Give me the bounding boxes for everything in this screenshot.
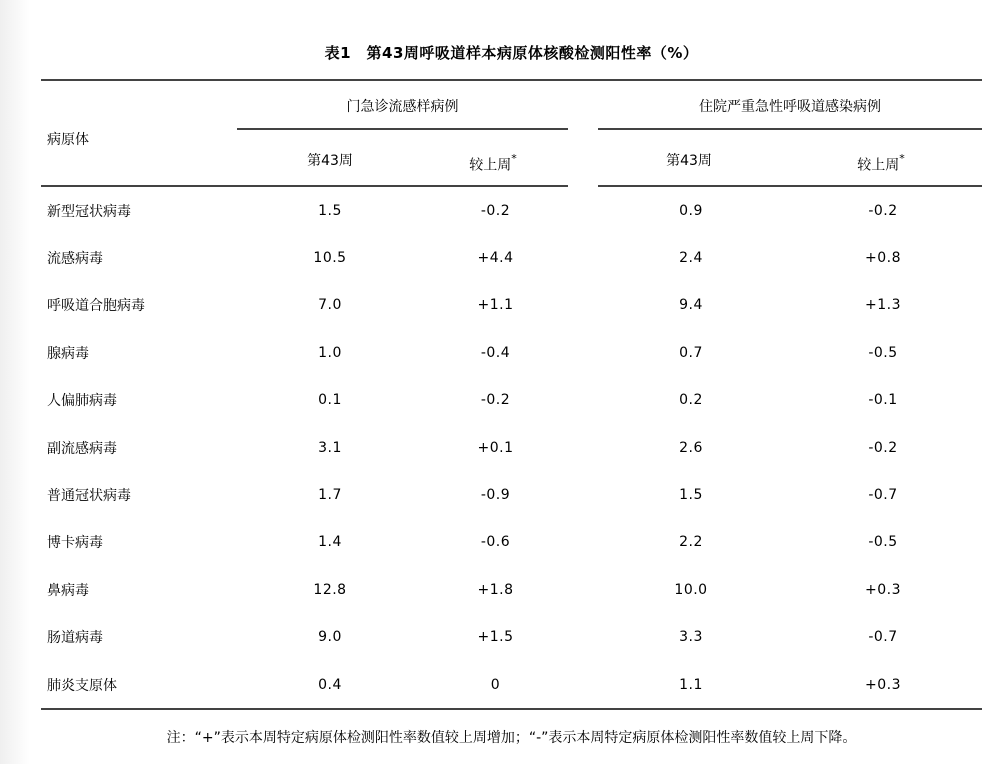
ili-week43-value: 0.1 <box>318 392 342 409</box>
pathogen-name: 博卡病毒 <box>47 535 103 552</box>
group-underline-sari <box>598 128 982 130</box>
ili-week43-value: 9.0 <box>318 629 342 646</box>
sari-change-value: -0.2 <box>868 439 898 456</box>
table-row <box>41 377 982 424</box>
ili-change-value: +1.8 <box>477 581 514 598</box>
ili-change-value: -0.2 <box>480 392 511 409</box>
pathogen-name: 呼吸道合胞病毒 <box>47 298 145 315</box>
pathogen-name: 鼻病毒 <box>47 582 89 599</box>
ili-change-value: +1.5 <box>477 629 514 646</box>
column-header-label: 较上周 <box>857 157 900 174</box>
ili-week43-value: 10.5 <box>313 250 347 267</box>
table-title: 表1 第43周呼吸道样本病原体核酸检测阳性率（%） <box>324 44 699 62</box>
group-header-sari-cases: 住院严重急性呼吸道感染病例 <box>699 99 881 115</box>
table-row <box>41 566 982 613</box>
sari-week43-value: 9.4 <box>679 297 703 314</box>
ili-week43-value: 3.1 <box>318 439 342 456</box>
ili-week43-value: 1.4 <box>318 534 342 551</box>
table-row <box>41 614 982 661</box>
sari-week43-value: 2.2 <box>679 534 703 551</box>
column-header-ili-vs-lastweek <box>469 153 517 174</box>
column-header-label: 较上周 <box>469 157 512 174</box>
table-row <box>41 187 982 234</box>
sari-change-value: +0.8 <box>865 250 901 267</box>
sari-week43-value: 1.1 <box>679 676 703 693</box>
table-bottom-rule <box>41 708 982 710</box>
ili-week43-value: 12.8 <box>313 581 347 598</box>
pathogen-name: 人偏肺病毒 <box>47 393 117 410</box>
sari-week43-value: 2.4 <box>679 250 703 267</box>
ili-change-value: -0.9 <box>480 487 511 504</box>
table-row <box>41 661 982 708</box>
sari-change-value: -0.2 <box>868 202 898 219</box>
footnote-asterisk: * <box>899 152 905 165</box>
sari-week43-value: 1.5 <box>679 487 703 504</box>
pathogen-name: 新型冠状病毒 <box>47 203 131 220</box>
pathogen-name: 腺病毒 <box>47 345 89 362</box>
pathogen-name: 流感病毒 <box>47 251 103 268</box>
ili-change-value: +1.1 <box>477 297 514 314</box>
group-underline-ili <box>237 128 568 130</box>
sari-week43-value: 3.3 <box>679 629 703 646</box>
table-row <box>41 519 982 566</box>
sari-change-value: +0.3 <box>865 676 901 693</box>
group-header-ili-cases: 门急诊流感样病例 <box>346 99 459 115</box>
ili-week43-value: 1.0 <box>318 344 342 361</box>
sari-week43-value: 0.9 <box>679 202 703 219</box>
table-row <box>41 234 982 281</box>
footnote: 注：“+”表示本周特定病原体检测阳性率数值较上周增加；“-”表示本周特定病原体检测阳性率数值较上周下降。 <box>166 730 857 746</box>
sari-week43-value: 10.0 <box>674 581 708 598</box>
header-bottom-rule <box>41 185 982 187</box>
ili-change-value: -0.2 <box>480 202 511 219</box>
positivity-rate-table <box>41 79 982 710</box>
ili-week43-value: 0.4 <box>318 676 342 693</box>
ili-change-value: 0 <box>490 676 501 693</box>
ili-week43-value: 1.7 <box>318 487 342 504</box>
column-header-pathogen: 病原体 <box>47 132 89 148</box>
sari-change-value: +0.3 <box>865 581 901 598</box>
ili-change-value: +4.4 <box>477 250 514 267</box>
table-body <box>41 187 982 708</box>
ili-change-value: +0.1 <box>477 439 514 456</box>
pathogen-name: 副流感病毒 <box>47 440 117 457</box>
table-row <box>41 329 982 376</box>
column-header-ili-week43 <box>307 153 353 169</box>
pathogen-name: 肺炎支原体 <box>47 677 117 694</box>
sari-change-value: -0.1 <box>868 392 898 409</box>
ili-change-value: -0.6 <box>480 534 511 551</box>
table-row <box>41 471 982 518</box>
sari-change-value: -0.7 <box>868 487 898 504</box>
header-bottom-rule-right-segment <box>598 185 982 187</box>
pathogen-name: 肠道病毒 <box>47 630 103 647</box>
table-row <box>41 282 982 329</box>
sari-week43-value: 0.2 <box>679 392 703 409</box>
ili-change-value: -0.4 <box>480 344 511 361</box>
sari-change-value: -0.7 <box>868 629 898 646</box>
ili-week43-value: 7.0 <box>318 297 342 314</box>
column-header-sari-week43 <box>666 153 712 169</box>
column-header-sari-vs-lastweek <box>857 153 905 174</box>
column-header-label: 第43周 <box>307 153 353 169</box>
table-header <box>41 81 982 185</box>
sari-week43-value: 0.7 <box>679 344 703 361</box>
footnote-asterisk: * <box>511 152 517 165</box>
sari-week43-value: 2.6 <box>679 439 703 456</box>
sari-change-value: -0.5 <box>868 344 898 361</box>
pathogen-name: 普通冠状病毒 <box>47 488 131 505</box>
header-bottom-rule-left-segment <box>41 185 568 187</box>
sari-change-value: +1.3 <box>865 297 901 314</box>
column-header-label: 第43周 <box>666 153 712 169</box>
ili-week43-value: 1.5 <box>318 202 342 219</box>
sari-change-value: -0.5 <box>868 534 898 551</box>
table-row <box>41 424 982 471</box>
